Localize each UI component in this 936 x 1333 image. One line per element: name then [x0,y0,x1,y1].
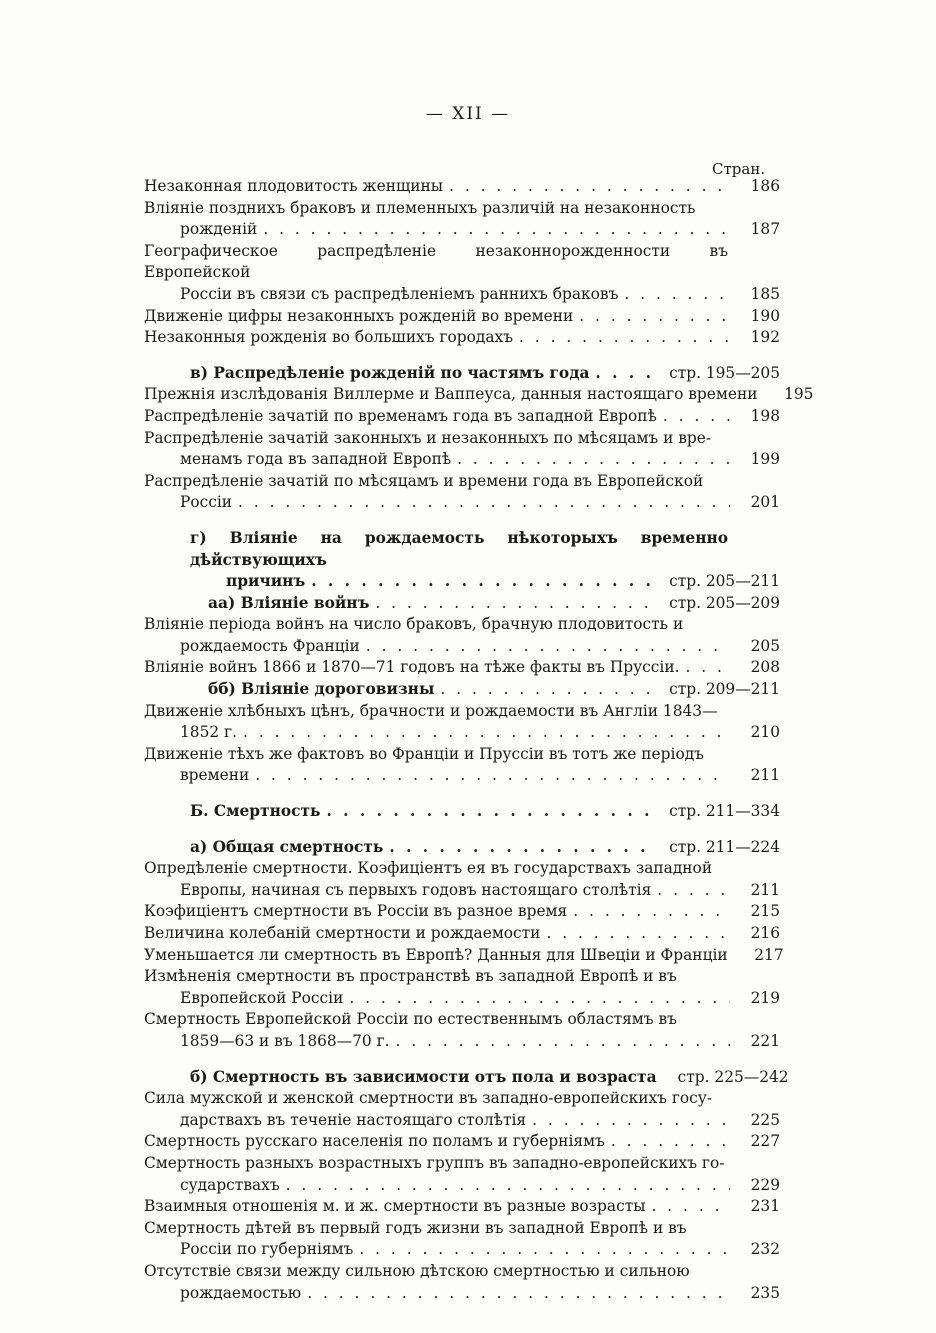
dot-leader [396,1031,730,1053]
toc-page-range: стр. 225—242 [677,1067,789,1086]
toc-entry-text-line: 1852 г. [180,723,238,742]
toc-page-number: 210 [750,723,780,742]
toc-page-number: 216 [750,924,780,942]
toc-entry-text-line: Сила мужской и женской смертности въ западно-европейскихъ госу- [144,1089,713,1108]
page-column-label: Стран. [712,160,766,178]
toc-page-range: стр. 211—334 [669,802,780,821]
toc-entry-text-line: Взаимныя отношенія м. и ж. смертности въ разные возрасты [144,1197,646,1216]
toc-page-range: стр. 195—205 [669,363,780,382]
toc-entry-text-line: Географическое распредѣленіе незаконнорожденности въ Европейской [144,241,728,282]
dot-leader [449,176,730,198]
toc-entry-text-line: Распредѣленіе зачатій законныхъ и незаконныхъ по мѣсяцамъ и вре- [144,428,712,447]
toc-section-heading [144,837,780,859]
toc-page-number: 225 [750,1110,780,1129]
dot-leader [263,219,730,241]
dot-leader [311,571,654,593]
toc-entry-text-line: Движеніе цифры незаконныхъ рожденій во времени [144,306,574,325]
toc-page-number: 235 [750,1283,780,1302]
toc-page-number: 229 [750,1175,780,1194]
toc-entry [144,1088,780,1131]
toc-entry-text-line: Россіи [180,493,233,512]
toc-page-number: 227 [750,1132,780,1151]
dot-leader [546,923,730,945]
table-of-contents [144,176,814,1304]
dot-leader [595,363,654,385]
toc-entry [144,327,780,349]
toc-entry [144,923,780,945]
toc-entry-text-line: 1859—63 и въ 1868—70 г. [180,1031,390,1050]
toc-entry-text-line: Движеніе тѣхъ же фактовъ во Франціи и Пруссіи въ тотъ же періодъ [144,744,704,763]
toc-entry [144,657,780,679]
toc-entry-text-line: аа) Вліяніе войнъ [208,593,370,612]
toc-entry-text-line: Европейской Россіи [180,988,344,1007]
dot-leader [286,1175,730,1197]
toc-entry [144,384,814,406]
dot-leader [389,837,654,859]
toc-entry-text-line: Россіи въ связи съ распредѣленіемъ раннихъ браковъ [180,284,619,303]
toc-page-number: 186 [750,177,780,195]
toc-page-number: 232 [750,1240,780,1259]
toc-page-number: 205 [750,636,780,655]
toc-section-heading [144,528,780,593]
toc-page-number: 231 [750,1197,780,1216]
dot-leader [624,284,730,306]
toc-entry-text-line: Измѣненія смертности въ пространствѣ въ западной Европѣ и въ [144,967,677,986]
dot-leader [255,765,730,787]
toc-entry [144,428,780,471]
dot-leader [326,801,654,823]
toc-entry [144,1218,780,1261]
dot-leader [238,492,730,514]
toc-entry [144,406,780,428]
toc-entry-text-line: Отсутствіе связи между сильною дѣтскою смертностью и сильною [144,1261,690,1280]
toc-page-range: стр. 209—211 [669,680,780,699]
toc-entry [144,1131,780,1153]
toc-entry-text-line: Вліяніе позднихъ браковъ и племенныхъ различій на незаконность [144,198,696,217]
toc-entry-text-line: Незаконныя рожденія во большихъ городахъ [144,328,514,347]
dot-leader [457,449,730,471]
toc-entry [144,966,780,1009]
toc-page-number: 217 [754,945,784,964]
toc-entry-text-line: Движеніе хлѣбныхъ цѣнъ, брачности и рождаемости въ Англіи 1843— [144,701,718,720]
dot-leader [573,901,730,923]
toc-entry-text-line: Европы, начиная съ первыхъ годовъ настоящаго столѣтія [180,880,652,899]
toc-entry [144,176,780,198]
toc-entry-text-line: в) Распредѣленіе рожденій по частямъ года [190,363,590,382]
toc-section-heading [144,1067,789,1089]
toc-section-heading [144,363,780,385]
dot-leader [440,679,654,701]
toc-entry [144,614,780,657]
toc-entry [144,1009,780,1052]
toc-entry [144,1196,780,1218]
toc-page-range: стр. 205—209 [669,593,780,612]
dot-leader [611,1131,730,1153]
dot-leader [579,306,730,328]
toc-entry [144,198,780,241]
toc-entry-text-line: бб) Вліяніе дороговизны [208,680,435,699]
toc-entry-text-line: сударствахъ [180,1175,280,1194]
toc-page-number: 199 [750,450,780,469]
toc-page-number: 185 [750,284,780,303]
toc-entry-text-line: менамъ года въ западной Европѣ [180,450,452,469]
toc-entry-text-line: б) Смертность въ зависимости отъ пола и возраста [190,1067,657,1086]
toc-entry-text-line: причинъ [226,572,306,591]
toc-page-number: 221 [750,1031,780,1050]
toc-entry-text-line: Б. Смертность [190,802,321,821]
toc-page-number: 201 [750,493,780,512]
toc-entry [144,901,780,923]
toc-entry-text-line: рождаемость Франціи [180,636,360,655]
dot-leader [349,988,730,1010]
toc-page-number: 190 [750,306,780,325]
toc-entry-text-line: Опредѣленіе смертности. Коэфиціентъ ея въ государствахъ западной [144,859,713,878]
toc-entry-text-line: дарствахъ въ теченіе настоящаго столѣтія [180,1110,527,1129]
toc-entry-text-line: Смертность Европейской Россіи по естественнымъ областямъ въ [144,1010,677,1029]
toc-page-number: 219 [750,988,780,1007]
toc-entry-text-line: Незаконная плодовитость женщины [144,177,444,195]
toc-page-number: 215 [750,902,780,921]
toc-entry [144,471,780,514]
toc-entry-text-line: Уменьшается ли смертность въ Европѣ? Данныя для Швеціи и Франціи [144,945,728,964]
toc-entry-text-line: времени [180,766,250,785]
toc-page-number: 211 [750,766,780,785]
toc-entry-text-line: Смертность русскаго населенія по поламъ и губерніямъ [144,1132,605,1151]
toc-page-number: 192 [750,328,780,347]
dot-leader [307,1283,730,1305]
toc-page-range: стр. 205—211 [669,572,780,591]
toc-entry-text-line: Коэфиціентъ смертности въ Россіи въ разное время [144,902,568,921]
toc-subsection-heading [144,593,780,615]
toc-entry-text-line: Вліяніе періода войнъ на число браковъ, брачную плодовитость и [144,615,684,634]
dot-leader [375,593,654,615]
dot-leader [519,327,730,349]
toc-entry-text-line: г) Вліяніе на рождаемость нѣкоторыхъ временно дѣйствующихъ [190,528,728,569]
toc-entry-text-line: рожденій [180,220,258,239]
toc-entry [144,858,780,901]
toc-entry-text-line: Распредѣленіе зачатій по мѣсяцамъ и времени года въ Европейской [144,471,704,490]
toc-entry [144,241,780,306]
toc-entry [144,744,780,787]
toc-subsection-heading [144,679,780,701]
toc-entry [144,1153,780,1196]
toc-entry-text-line: рождаемостью [180,1283,302,1302]
dot-leader [359,1239,730,1261]
toc-entry-text-line: Смертность разныхъ возрастныхъ группъ въ западно-европейскихъ го- [144,1153,725,1172]
toc-entry [144,1261,780,1304]
dot-leader [243,722,730,744]
dot-leader [685,657,730,679]
dot-leader [657,880,730,902]
toc-entry-text-line: а) Общая смертность [190,837,384,856]
dot-leader [663,406,730,428]
toc-entry-text-line: Россіи по губерніямъ [180,1240,354,1259]
toc-entry [144,945,784,967]
dot-leader [366,636,730,658]
toc-entry-text-line: Величина колебаній смертности и рождаемости [144,924,541,942]
toc-entry-text-line: Прежнія изслѣдованія Виллерме и Ваппеуса, данныя настоящаго времени [144,385,758,404]
toc-page-range: стр. 211—224 [669,837,780,856]
dot-leader [532,1110,730,1132]
toc-page-number: 211 [750,880,780,899]
toc-page-number: 187 [750,220,780,239]
toc-entry-text-line: Распредѣленіе зачатій по временамъ года въ западной Европѣ [144,406,657,425]
toc-entry-text-line: Вліяніе войнъ 1866 и 1870—71 годовъ на тѣже факты въ Пруссіи. [144,658,680,677]
toc-section-heading [144,801,780,823]
toc-page-number: 198 [750,406,780,425]
page-number: — XII — [425,104,511,124]
toc-page-number: 195 [784,385,814,404]
toc-page-number: 208 [750,658,780,677]
toc-entry [144,306,780,328]
toc-entry-text-line: Смертность дѣтей въ первый годъ жизни въ западной Европѣ и въ [144,1218,687,1237]
toc-entry [144,701,780,744]
dot-leader [651,1196,730,1218]
